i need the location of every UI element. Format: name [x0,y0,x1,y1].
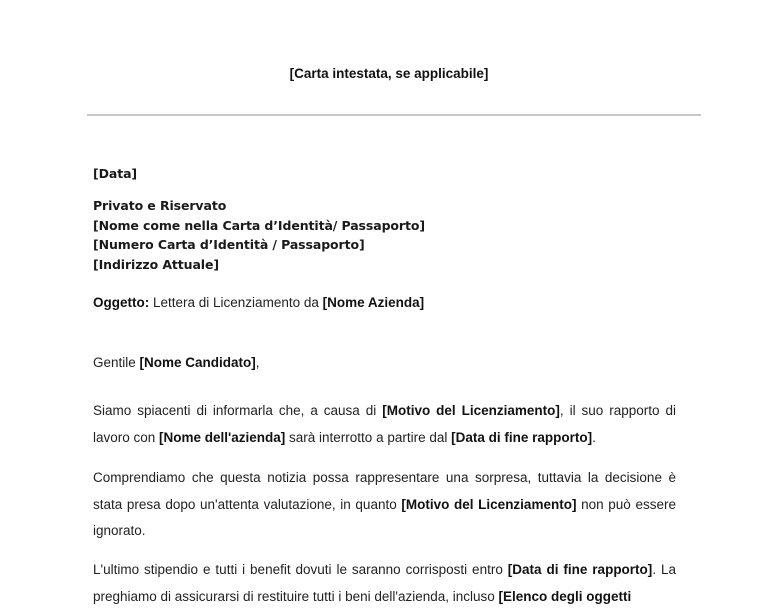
paragraph-text: . La preghiamo di assicurarsi di restituire tutti i beni dell'azienda, incluso [93,562,677,604]
paragraph-text: non può essere ignorato. [93,496,676,538]
termination-reason-placeholder: [Motivo del Licenziamento] [382,403,560,418]
paragraph-text: Siamo spiacenti di informarla che, a causa di [93,403,383,418]
recipient-address-placeholder: [Indirizzo Attuale] [93,256,219,272]
subject-text: Lettera di Licenziamento da [149,295,323,310]
greeting-prefix: Gentile [93,355,140,370]
recipient-name-placeholder: [Nome come nella Carta d’Identità/ Passaporto] [93,217,425,233]
company-name-placeholder: [Nome dell'azienda] [159,429,286,445]
header-divider [87,114,701,116]
paragraph-decision-explanation [93,465,676,545]
subject-company-placeholder: [Nome Azienda] [322,295,425,310]
end-date-placeholder: [Data di fine rapporto] [507,562,653,577]
greeting-suffix: , [255,355,260,370]
recipient-id-number-placeholder: [Numero Carta d’Identità / Passaporto] [93,237,365,252]
greeting-line [93,355,676,370]
recipient-block [93,196,425,274]
candidate-name-placeholder: [Nome Candidato] [139,355,256,370]
letterhead-placeholder: [Carta intestata, se applicabile] [289,66,489,81]
end-date-placeholder: [Data di fine rapporto] [451,429,593,445]
confidential-label: Privato e Riservato [93,198,227,213]
paragraph-text: , il suo rapporto di lavoro con [93,403,676,445]
paragraph-text: . [592,429,596,445]
termination-reason-placeholder: [Motivo del Licenziamento] [401,496,577,512]
subject-line [93,295,676,310]
paragraph-text: L'ultimo stipendio e tutti i benefit dovuti le saranno corrisposti entro [93,562,508,577]
paragraph-text: Comprendiamo che questa notizia possa rappresentare una sorpresa, tuttavia la decisione è stata presa dopo un'attenta valutazione, in quanto [93,470,676,512]
paragraph-termination-notice [93,398,676,451]
date-placeholder: [Data] [93,166,138,181]
paragraph-final-pay [93,557,676,610]
paragraph-text: sarà interrotto a partire dal [285,429,452,445]
subject-label: Oggetto: [93,295,150,310]
company-items-placeholder: [Elenco degli oggetti [498,588,632,604]
